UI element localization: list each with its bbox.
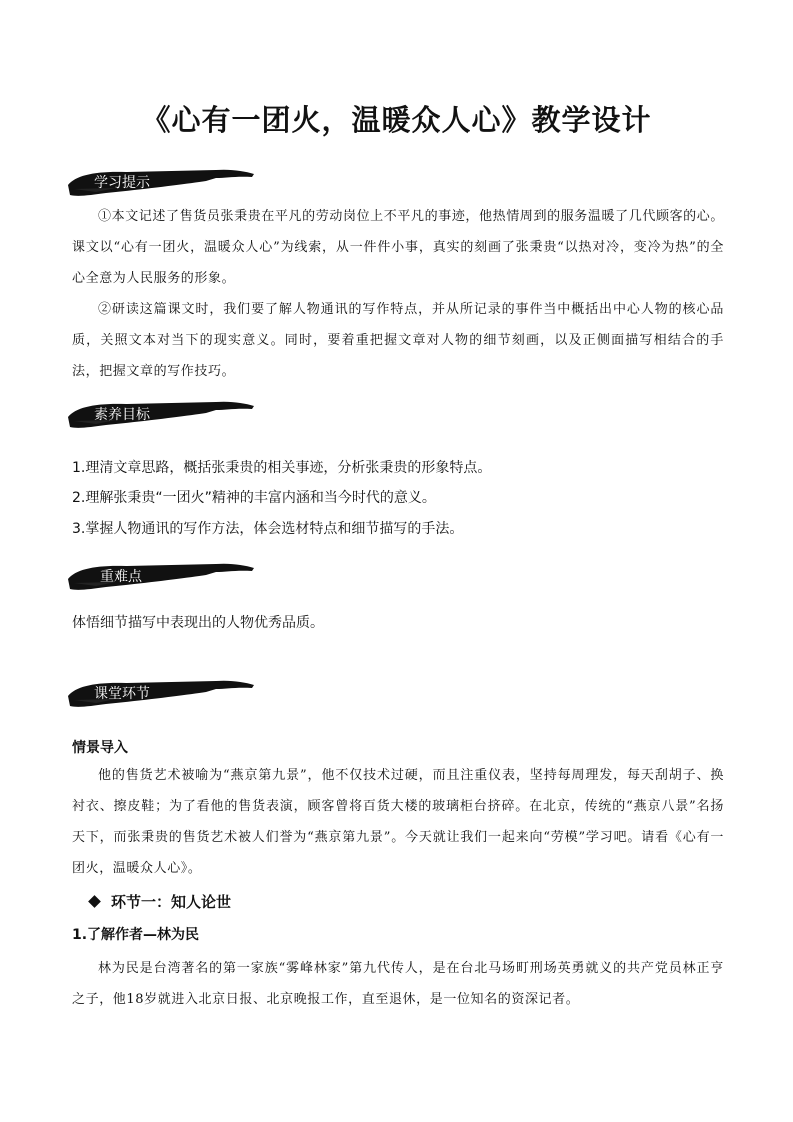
goal-item-3: 3.掌握人物通讯的写作方法，体会选材特点和细节描写的手法。 <box>72 521 464 537</box>
study-tip-paragraph-2: ②研读这篇课文时，我们要了解人物通讯的写作特点，并从所记录的事件当中概括出中心人物的核心品质，关照文本对当下的现实意义。同时，要着重把握文章对人物的细节刻画，以及正侧面描写相结合的手法，把握文章的写作技巧。 <box>72 302 724 379</box>
section-label: 课堂环节 <box>94 686 150 702</box>
brush-stroke-icon <box>66 559 256 593</box>
section-tag-study-tips <box>66 165 256 199</box>
section-tag-class-steps <box>66 676 256 710</box>
intro-paragraph: 他的售货艺术被喻为“燕京第九景”，他不仅技术过硬，而且注重仪表，坚持每周理发，每天刮胡子、换衬衣、擦皮鞋；为了看他的售货表演，顾客曾将百货大楼的玻璃柜台挤碎。在北京，传统的“燕京八景”名扬天下，而张秉贵的售货艺术被人们誉为“燕京第九景”。今天就让我们一起来向“劳模”学习吧。请看《心有一团火，温暖众人心》。 <box>72 768 724 876</box>
step1-heading <box>90 891 231 912</box>
section-tag-key-points <box>66 559 256 593</box>
section-tag-goals <box>66 397 256 431</box>
section-label: 重难点 <box>100 569 142 585</box>
author-heading: 1.了解作者—林为民 <box>72 927 200 943</box>
intro-heading: 情景导入 <box>72 740 128 756</box>
goal-item-1: 1.理清文章思路，概括张秉贵的相关事迹，分析张秉贵的形象特点。 <box>72 460 492 476</box>
section-label: 素养目标 <box>94 407 150 423</box>
goal-item-2: 2.理解张秉贵“一团火”精神的丰富内涵和当今时代的意义。 <box>72 490 436 506</box>
diamond-bullet-icon <box>88 895 101 908</box>
study-tip-paragraph-1: ①本文记述了售货员张秉贵在平凡的劳动岗位上不平凡的事迹，他热情周到的服务温暖了几代顾客的心。课文以“心有一团火，温暖众人心”为线索，从一件件小事，真实的刻画了张秉贵“以热对冷，变冷为热”的全心全意为人民服务的形象。 <box>72 209 724 286</box>
key-points-text: 体悟细节描写中表现出的人物优秀品质。 <box>72 615 324 631</box>
document-title: 《心有一团火，温暖众人心》教学设计 <box>141 103 652 137</box>
step1-heading-text: 环节一：知人论世 <box>111 893 232 911</box>
author-paragraph: 林为民是台湾著名的第一家族“雾峰林家”第九代传人，是在台北马场町刑场英勇就义的共产党员林正亨之子，他18岁就进入北京日报、北京晚报工作，直至退休，是一位知名的资深记者。 <box>72 961 724 1007</box>
section-label: 学习提示 <box>94 175 150 191</box>
